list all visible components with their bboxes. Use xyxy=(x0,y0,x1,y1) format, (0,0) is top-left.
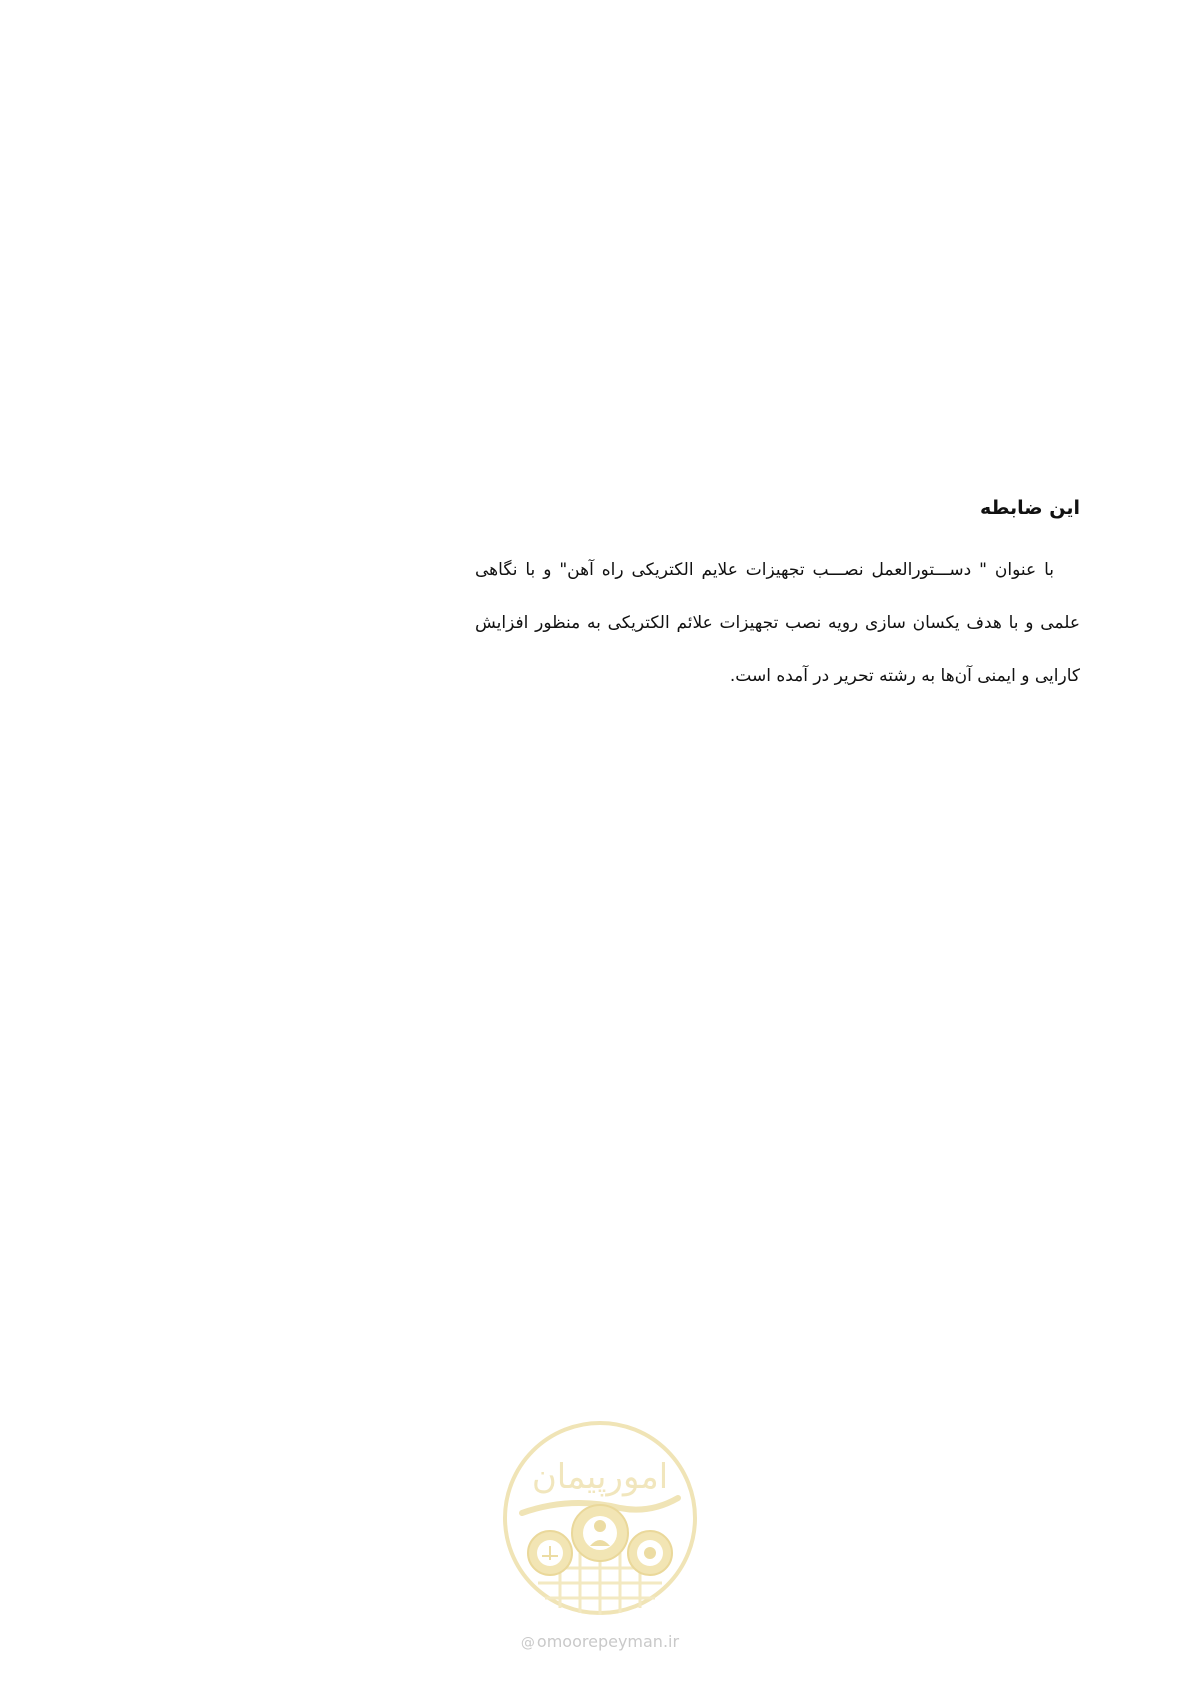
watermark-url xyxy=(505,1632,695,1651)
gears-seal-icon xyxy=(500,1418,700,1618)
document-body xyxy=(475,490,1080,703)
at-icon: @ xyxy=(520,1635,535,1651)
watermark-url-text: omoorepeyman.ir xyxy=(536,1632,680,1651)
logo-lettering: امورپیمان xyxy=(531,1457,669,1497)
section-heading: این ضابطه xyxy=(979,497,1080,519)
watermark-logo xyxy=(500,1418,700,1618)
body-paragraph: با عنوان " دســـتورالعمل نصـــب تجهیزات علایم الکتریکی راه آهن" و با نگاهی علمی و با هدف یکسان سازی رویه نصب تجهیزات علائم الکتریکی به منظور افزایش کارایی و ایمنی آن‌ها به رشته تحریر در آمده است. xyxy=(475,560,1080,686)
